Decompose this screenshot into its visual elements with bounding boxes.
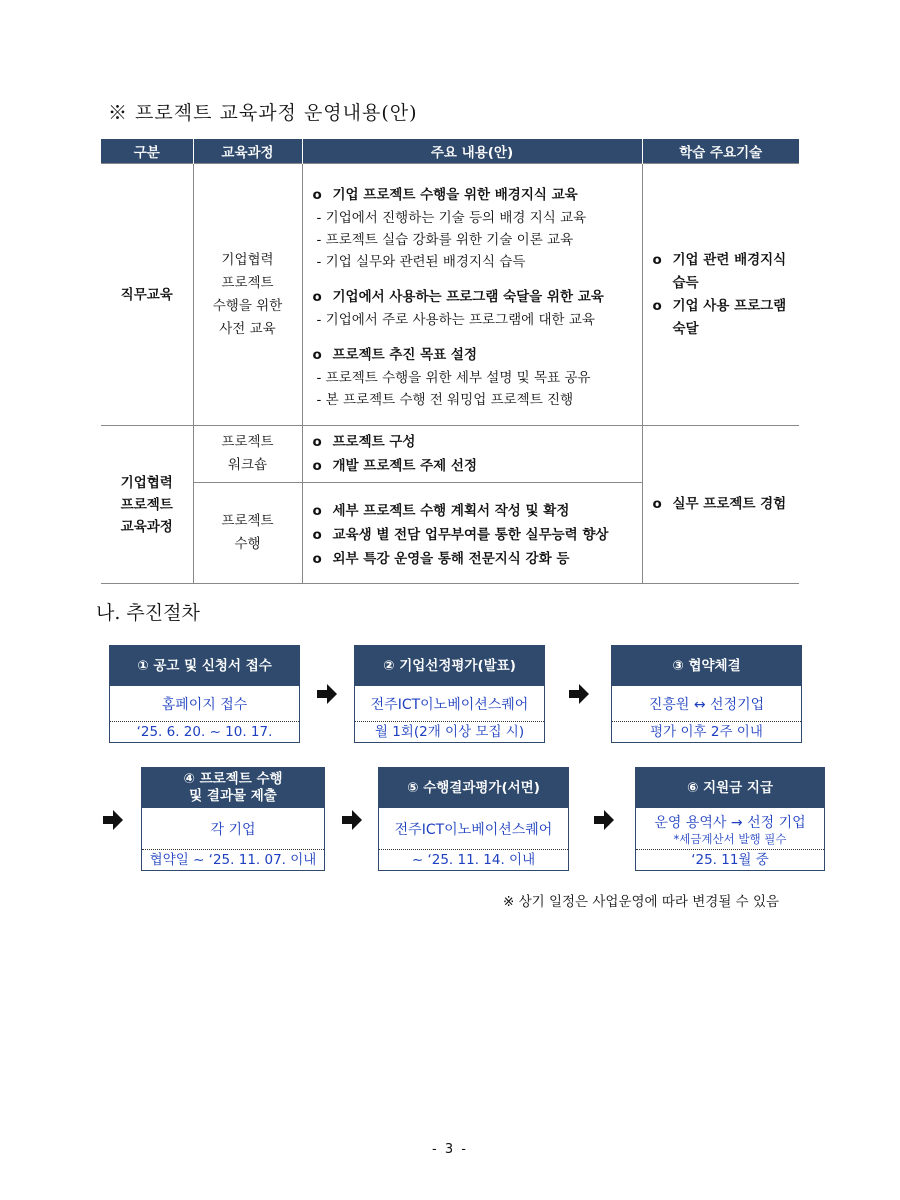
skill-item: o 기업 관련 배경지식 습득 — [653, 249, 800, 295]
row1-course — [193, 164, 302, 426]
step-box-6 — [635, 767, 825, 871]
content-sub: - 본 프로젝트 수행 전 워밍업 프로젝트 진행 — [313, 389, 634, 411]
course-line: 수행 — [234, 536, 261, 552]
skill-item: o 실무 프로젝트 경험 — [653, 493, 800, 516]
process-title: 나. 추진절차 — [96, 602, 200, 624]
table-row — [101, 426, 799, 483]
arrow-right-icon — [594, 810, 614, 830]
step-schedule: ~ ‘25. 11. 14. 이내 — [411, 852, 536, 868]
header-content: 주요 내용(안) — [302, 139, 642, 164]
step-schedule: 평가 이후 2주 이내 — [650, 724, 763, 740]
content-sub: - 기업에서 진행하는 기술 등의 배경 지식 교육 — [313, 207, 634, 229]
step-schedule: 월 1회(2개 이상 모집 시) — [374, 724, 525, 740]
content-heading: o 교육생 별 전담 업무부여를 통한 실무능력 향상 — [313, 523, 634, 547]
step-schedule: ‘25. 11월 중 — [691, 852, 769, 868]
step-title: ① 공고 및 신청서 접수 — [110, 646, 299, 686]
content-heading: o 프로젝트 구성 — [313, 430, 634, 454]
section-title: ※ 프로젝트 교육과정 운영내용(안) — [108, 102, 418, 124]
arrow-right-icon — [342, 810, 362, 830]
step-title-line: ④ 프로젝트 수행 — [183, 771, 283, 787]
content-heading: o 개발 프로젝트 주제 선정 — [313, 454, 634, 478]
row2-skills — [642, 426, 799, 584]
content-sub: - 기업 실무와 관련된 배경지식 습득 — [313, 251, 634, 273]
header-course: 교육과정 — [193, 139, 302, 164]
step-title: ③ 협약체결 — [612, 646, 801, 686]
step-main — [379, 808, 568, 850]
step-main-text: 전주ICT이노베이션스퀘어 — [370, 696, 529, 713]
step-title: ⑤ 수행결과평가(서면) — [379, 768, 568, 808]
content-block — [313, 285, 634, 331]
content-heading: o 기업에서 사용하는 프로그램 숙달을 위한 교육 — [313, 285, 634, 309]
step-main — [636, 808, 824, 850]
content-block — [313, 343, 634, 411]
content-sub: - 프로젝트 실습 강화를 위한 기술 이론 교육 — [313, 229, 634, 251]
step-box-1 — [109, 645, 300, 743]
course-line: 기업협력 — [221, 251, 274, 268]
step-main-text: 운영 용역사 → 선정 기업 — [654, 814, 806, 831]
row1-category: 직무교육 — [101, 164, 193, 426]
step-main-text: 전주ICT이노베이션스퀘어 — [394, 821, 553, 838]
schedule-footnote: ※ 상기 일정은 사업운영에 따라 변경될 수 있음 — [503, 894, 780, 910]
category-line: 프로젝트 — [120, 496, 173, 513]
content-sub: - 기업에서 주로 사용하는 프로그램에 대한 교육 — [313, 309, 634, 331]
header-skills: 학습 주요기술 — [642, 139, 799, 164]
table-header-row — [101, 139, 799, 164]
step-title-line: 및 결과물 제출 — [189, 788, 277, 804]
step-box-2 — [354, 645, 545, 743]
step-main-text: 각 기업 — [210, 821, 256, 838]
content-heading: o 세부 프로젝트 수행 계획서 작성 및 확정 — [313, 499, 634, 523]
step-main — [110, 686, 299, 722]
course-line: 사전 교육 — [219, 320, 276, 337]
table-row — [101, 164, 799, 426]
step-box-5 — [378, 767, 569, 871]
step-schedule: 협약일 ~ ‘25. 11. 07. 이내 — [149, 852, 317, 868]
step-box-3 — [611, 645, 802, 743]
arrow-right-icon — [569, 684, 589, 704]
row1-content — [302, 164, 642, 426]
step-box-4 — [141, 767, 325, 871]
row2-sub1-content — [302, 426, 642, 483]
step-main — [612, 686, 801, 722]
step-main — [355, 686, 544, 722]
header-category: 구분 — [101, 139, 193, 164]
step-schedule: ‘25. 6. 20. ~ 10. 17. — [136, 724, 273, 740]
row2-sub1-course — [193, 426, 302, 483]
content-heading: o 기업 프로젝트 수행을 위한 배경지식 교육 — [313, 183, 634, 207]
step-main-text: 진흥원 ↔ 선정기업 — [648, 696, 765, 713]
row1-skills — [642, 164, 799, 426]
row2-sub2-content — [302, 483, 642, 584]
course-line: 수행을 위한 — [212, 297, 283, 314]
content-sub: - 프로젝트 수행을 위한 세부 설명 및 목표 공유 — [313, 367, 634, 389]
category-line: 교육과정 — [120, 518, 173, 535]
step-title: ⑥ 지원금 지급 — [636, 768, 824, 808]
skill-item: o 기업 사용 프로그램 숙달 — [653, 295, 800, 341]
step-main-text: 홈페이지 접수 — [161, 696, 248, 713]
category-line: 기업협력 — [120, 474, 173, 491]
content-heading: o 프로젝트 추진 목표 설정 — [313, 343, 634, 367]
step-title — [142, 768, 324, 808]
step-main — [142, 808, 324, 850]
arrow-right-icon — [317, 684, 337, 704]
page-number: - 3 - — [432, 1142, 468, 1157]
step-title: ② 기업선정평가(발표) — [355, 646, 544, 686]
row2-sub2-course — [193, 483, 302, 584]
course-line: 프로젝트 — [221, 434, 274, 450]
curriculum-table — [101, 139, 799, 584]
course-line: 워크숍 — [227, 457, 268, 473]
row2-category — [101, 426, 193, 584]
content-heading: o 외부 특강 운영을 통해 전문지식 강화 등 — [313, 547, 634, 571]
course-line: 프로젝트 — [221, 513, 274, 529]
course-line: 프로젝트 — [221, 274, 274, 291]
content-block — [313, 183, 634, 273]
arrow-right-icon — [103, 810, 123, 830]
step-note: *세금계산서 발행 필수 — [673, 831, 787, 846]
